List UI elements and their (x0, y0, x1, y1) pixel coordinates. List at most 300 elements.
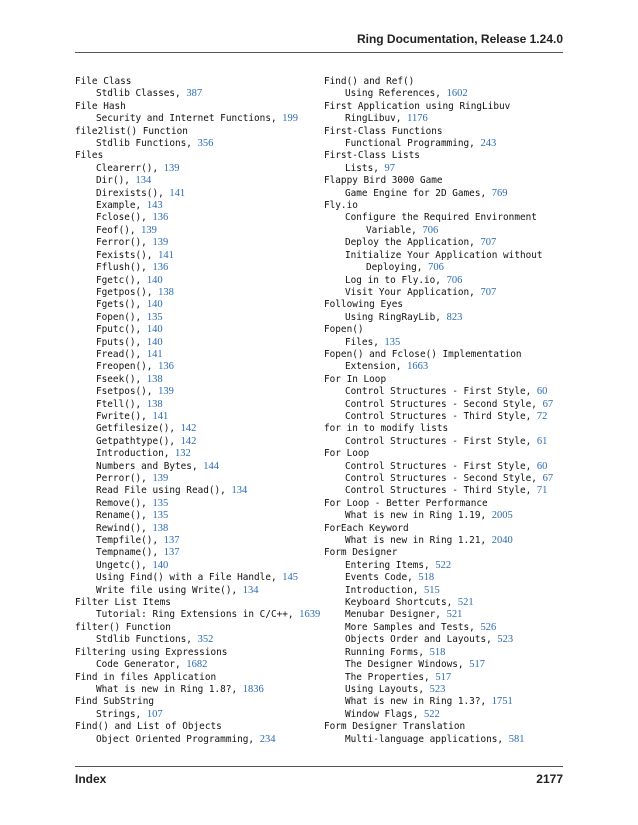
index-subentry (75, 498, 325, 510)
page-link[interactable]: 1836 (242, 683, 264, 695)
index-term (324, 349, 574, 361)
entry-text: Using Layouts, (345, 683, 430, 695)
index-subentry (324, 225, 574, 237)
index-subentry (75, 113, 325, 125)
running-header: Ring Documentation, Release 1.24.0 (356, 32, 563, 46)
entry-text: Stdlib Classes, (96, 88, 187, 100)
page-link[interactable]: 517 (469, 659, 485, 671)
entry-text: Fopen() (324, 324, 364, 336)
index-subentry (75, 361, 325, 373)
index-subentry (75, 659, 325, 671)
entry-text: Using References, (345, 88, 447, 100)
index-subentry (324, 411, 574, 423)
entry-text: For Loop - Better Performance (324, 497, 488, 509)
page-link[interactable]: 1682 (186, 659, 208, 671)
page-link[interactable]: 142 (180, 435, 197, 447)
index-term (324, 547, 574, 559)
index-subentry (75, 349, 325, 361)
page-link[interactable]: 140 (146, 324, 163, 336)
index-subentry (324, 709, 574, 721)
entry-text: Using Find() with a File Handle, (96, 572, 283, 584)
index-term (324, 498, 574, 510)
page-link[interactable]: 526 (480, 621, 497, 633)
index-column-left (75, 76, 325, 746)
entry-text: Fgetpos(), (96, 286, 159, 298)
entry-text: Ftell(), (96, 398, 147, 410)
index-term (324, 126, 574, 138)
index-subentry (324, 138, 574, 150)
index-subentry (324, 634, 574, 646)
page-link[interactable]: 518 (429, 646, 446, 658)
page-link[interactable]: 139 (141, 224, 157, 236)
entry-text: Configure the Required Environment (345, 212, 537, 224)
index-subentry (75, 88, 325, 100)
index-term (75, 622, 325, 634)
header-rule (75, 52, 563, 53)
entry-text: Fopen(), (96, 311, 147, 323)
page-link[interactable]: 132 (175, 448, 191, 460)
page-link[interactable]: 139 (152, 237, 169, 249)
index-subentry (75, 523, 325, 535)
page-link[interactable]: 706 (422, 224, 439, 236)
page-link[interactable]: 518 (418, 572, 435, 584)
index-term (324, 721, 574, 733)
page-link[interactable]: 67 (542, 398, 554, 410)
page-link[interactable]: 135 (152, 497, 169, 509)
entry-text: Events Code, (345, 572, 419, 584)
index-subentry (75, 609, 325, 621)
index-subentry (324, 386, 574, 398)
index-subentry (324, 250, 574, 262)
index-subentry (75, 709, 325, 721)
entry-text: Fsetpos(), (96, 386, 159, 398)
entry-text: What is new in Ring 1.3?, (345, 696, 492, 708)
index-subentry (324, 597, 574, 609)
entry-text: Fflush(), (96, 262, 153, 274)
page-link[interactable]: 138 (152, 522, 169, 534)
index-subentry (324, 399, 574, 411)
index-subentry (75, 163, 325, 175)
entry-text: Variable, (366, 224, 423, 236)
entry-text: Fputc(), (96, 324, 147, 336)
entry-text: Deploy the Application, (345, 237, 481, 249)
page-link[interactable]: 145 (282, 572, 299, 584)
index-subentry (324, 473, 574, 485)
index-subentry (75, 287, 325, 299)
index-term (75, 597, 325, 609)
entry-text: What is new in Ring 1.19, (345, 510, 492, 522)
entry-text: Lists, (345, 162, 385, 174)
index-subentry (324, 237, 574, 249)
page-link[interactable]: 141 (146, 348, 163, 360)
index-subentry (75, 200, 325, 212)
index-subentry (75, 175, 325, 187)
entry-text: Remove(), (96, 497, 153, 509)
page-link[interactable]: 517 (435, 671, 452, 683)
index-subentry (75, 485, 325, 497)
page-link[interactable]: 1751 (491, 696, 513, 708)
page-link[interactable]: 1663 (407, 361, 429, 373)
entry-text: Fwrite(), (96, 410, 153, 422)
page-link[interactable]: 140 (146, 274, 163, 286)
page-link[interactable]: 2005 (491, 510, 513, 522)
index-subentry (75, 436, 325, 448)
index-subentry (324, 88, 574, 100)
footer-page-number: 2177 (536, 772, 563, 786)
entry-text: First-Class Lists (324, 150, 420, 162)
page-link[interactable]: 134 (231, 485, 248, 497)
index-subentry (324, 535, 574, 547)
page-link[interactable]: 67 (542, 473, 554, 484)
index-term (324, 448, 574, 460)
entry-text: File Hash (75, 100, 126, 112)
page-link[interactable]: 72 (536, 410, 548, 422)
index-term (324, 374, 574, 386)
entry-text: Entering Items, (345, 559, 436, 571)
index-subentry (75, 448, 325, 460)
index-subentry (324, 436, 574, 448)
index-term (75, 721, 325, 733)
entry-text: Files (75, 150, 104, 162)
entry-text: Initialize Your Application without (345, 249, 543, 261)
page-link[interactable]: 140 (146, 336, 163, 348)
page-link[interactable]: 139 (158, 386, 174, 398)
index-term (324, 324, 574, 336)
page-link[interactable]: 522 (424, 708, 440, 720)
entry-text: Code Generator, (96, 659, 187, 671)
index-column-right (324, 76, 574, 746)
index-subentry (75, 250, 325, 262)
entry-text: Find in files Application (75, 671, 217, 683)
entry-text: Multi-language applications, (345, 733, 509, 745)
page-link[interactable]: 141 (158, 249, 174, 261)
entry-text: Getpathtype(), (96, 435, 181, 447)
entry-text: Extension, (345, 361, 408, 373)
page-link[interactable]: 138 (158, 286, 174, 298)
index-subentry (324, 188, 574, 200)
index-term (75, 647, 325, 659)
entry-text: Fexists(), (96, 249, 159, 261)
index-term (324, 175, 574, 187)
entry-text: Fclose(), (96, 212, 153, 224)
index-term (75, 696, 325, 708)
entry-text: Dir(), (96, 175, 136, 187)
page-link[interactable]: 387 (186, 88, 203, 100)
index-subentry (324, 696, 574, 708)
page-link[interactable]: 136 (152, 212, 169, 224)
index-subentry (75, 237, 325, 249)
page-link[interactable]: 521 (457, 597, 474, 609)
index-subentry (324, 485, 574, 497)
entry-text: Using RingRayLib, (345, 311, 447, 323)
index-subentry (75, 547, 325, 559)
entry-text: Fread(), (96, 348, 147, 360)
entry-text: Game Engine for 2D Games, (345, 187, 492, 199)
entry-text: Ferror(), (96, 237, 153, 249)
entry-text: Stdlib Functions, (96, 634, 198, 646)
entry-text: Read File using Read(), (96, 485, 232, 497)
index-subentry (324, 287, 574, 299)
page-link[interactable]: 71 (536, 485, 548, 497)
entry-text: for in to modify lists (324, 423, 449, 435)
entry-text: Fopen() and Fclose() Implementation (324, 348, 522, 360)
index-subentry (75, 262, 325, 274)
entry-text: Filtering using Expressions (75, 646, 228, 658)
page-link[interactable]: 234 (259, 733, 276, 745)
entry-text: Flappy Bird 3000 Game (324, 175, 443, 187)
index-subentry (324, 684, 574, 696)
page-link[interactable]: 706 (428, 262, 444, 274)
index-subentry (75, 299, 325, 311)
footer-rule (75, 766, 563, 767)
index-term (75, 101, 325, 113)
entry-text: First-Class Functions (324, 125, 443, 137)
index-term (75, 672, 325, 684)
entry-text: Keyboard Shortcuts, (345, 597, 458, 609)
page-link[interactable]: 1176 (407, 113, 428, 125)
index-subentry (75, 374, 325, 386)
entry-text: Visit Your Application, (345, 286, 481, 298)
entry-text: Control Structures - Second Style, (345, 398, 543, 410)
entry-text: Tempfile(), (96, 535, 164, 547)
index-subentry (324, 734, 574, 746)
index-subentry (324, 672, 574, 684)
index-subentry (75, 312, 325, 324)
index-term (324, 101, 574, 113)
page-link[interactable]: 135 (152, 510, 169, 522)
page-link[interactable]: 139 (152, 473, 169, 484)
index-subentry (75, 386, 325, 398)
index-subentry (324, 622, 574, 634)
index-subentry (75, 411, 325, 423)
page-link[interactable]: 140 (152, 559, 169, 571)
entry-text: Menubar Designer, (345, 609, 447, 621)
index-subentry (75, 461, 325, 473)
page-link[interactable]: 1639 (299, 609, 321, 621)
page-link[interactable]: 136 (158, 361, 174, 373)
entry-text: Window Flags, (345, 708, 425, 720)
page-link[interactable]: 522 (435, 559, 452, 571)
entry-text: Write file using Write(), (96, 584, 243, 596)
entry-text: Log in to Fly.io, (345, 274, 447, 286)
entry-text: Example, (96, 200, 147, 212)
index-subentry (324, 312, 574, 324)
entry-text: For In Loop (324, 373, 387, 385)
entry-text: filter() Function (75, 621, 171, 633)
entry-text: Ungetc(), (96, 559, 153, 571)
index-subentry (75, 138, 325, 150)
page-link[interactable]: 137 (163, 547, 180, 559)
index-subentry (75, 734, 325, 746)
page-link[interactable]: 136 (152, 262, 169, 274)
index-subentry (75, 324, 325, 336)
index-term (75, 126, 325, 138)
entry-text: Stdlib Functions, (96, 138, 198, 150)
page-link[interactable]: 521 (446, 609, 463, 621)
entry-text: Control Structures - First Style, (345, 460, 537, 472)
page-link[interactable]: 356 (197, 138, 214, 150)
index-subentry (324, 510, 574, 522)
index-term (75, 76, 325, 88)
index-term (324, 200, 574, 212)
page-link[interactable]: 107 (146, 708, 163, 720)
page-link[interactable]: 134 (242, 584, 259, 596)
page-link[interactable]: 61 (536, 435, 548, 447)
page-link[interactable]: 823 (446, 311, 463, 323)
index-subentry (324, 337, 574, 349)
index-subentry (75, 684, 325, 696)
index-subentry (324, 262, 574, 274)
page-link[interactable]: 60 (536, 460, 548, 472)
index-term (324, 523, 574, 535)
entry-text: Introduction, (345, 584, 425, 596)
entry-text: The Properties, (345, 671, 436, 683)
entry-text: Security and Internet Functions, (96, 113, 283, 125)
page-link[interactable]: 138 (146, 373, 163, 385)
entry-text: Strings, (96, 708, 147, 720)
index-subentry (324, 163, 574, 175)
index-subentry (75, 585, 325, 597)
index-subentry (324, 647, 574, 659)
index-term (324, 423, 574, 435)
entry-text: Control Structures - Second Style, (345, 473, 543, 484)
entry-text: For Loop (324, 448, 370, 460)
page-link[interactable]: 142 (180, 423, 197, 435)
index-subentry (324, 609, 574, 621)
page-link[interactable]: 581 (508, 733, 525, 745)
entry-text: File Class (75, 76, 132, 87)
index-term (324, 76, 574, 88)
page-link[interactable]: 141 (169, 187, 186, 199)
page-link[interactable]: 707 (480, 237, 497, 249)
page-link[interactable]: 707 (480, 286, 497, 298)
entry-text: Numbers and Bytes, (96, 460, 204, 472)
footer-section: Index (75, 772, 107, 786)
index-subentry (324, 361, 574, 373)
index-subentry (324, 212, 574, 224)
page-link[interactable]: 243 (480, 138, 497, 150)
entry-text: Functional Programming, (345, 138, 481, 150)
page-link[interactable]: 137 (163, 535, 180, 547)
entry-text: Object Oriented Programming, (96, 733, 260, 745)
page-link[interactable]: 706 (446, 274, 463, 286)
entry-text: Control Structures - First Style, (345, 435, 537, 447)
entry-text: Control Structures - First Style, (345, 386, 537, 398)
entry-text: Find SubString (75, 696, 155, 708)
entry-text: Fgets(), (96, 299, 147, 311)
entry-text: Introduction, (96, 448, 176, 460)
page-link[interactable]: 138 (146, 398, 163, 410)
index-subentry (324, 461, 574, 473)
page-link[interactable]: 140 (146, 299, 163, 311)
page-link[interactable]: 515 (424, 584, 440, 596)
entry-text: Freopen(), (96, 361, 159, 373)
page-link[interactable]: 143 (146, 200, 163, 212)
entry-text: Feof(), (96, 224, 142, 236)
index-subentry (75, 572, 325, 584)
entry-text: Fgetc(), (96, 274, 147, 286)
index-term (324, 299, 574, 311)
index-subentry (324, 275, 574, 287)
page-link[interactable]: 523 (429, 683, 446, 695)
page-link[interactable]: 139 (163, 162, 180, 174)
index-subentry (75, 535, 325, 547)
page-link[interactable]: 523 (497, 634, 514, 646)
entry-text: The Designer Windows, (345, 659, 470, 671)
entry-text: What is new in Ring 1.21, (345, 535, 492, 547)
index-subentry (75, 473, 325, 485)
entry-text: Deploying, (366, 262, 429, 274)
page-link[interactable]: 2040 (491, 535, 513, 547)
index-term (75, 150, 325, 162)
entry-text: Form Designer (324, 547, 398, 559)
index-subentry (324, 560, 574, 572)
entry-text: First Application using RingLibuv (324, 100, 511, 112)
entry-text: Running Forms, (345, 646, 430, 658)
entry-text: Control Structures - Third Style, (345, 410, 537, 422)
index-subentry (75, 399, 325, 411)
entry-text: Find() and Ref() (324, 76, 415, 87)
index-subentry (324, 585, 574, 597)
index-subentry (75, 275, 325, 287)
entry-text: file2list() Function (75, 125, 188, 137)
index-subentry (75, 560, 325, 572)
index-subentry (75, 212, 325, 224)
entry-text: Fseek(), (96, 373, 147, 385)
page-link[interactable]: 135 (384, 336, 401, 348)
page-link[interactable]: 352 (197, 634, 214, 646)
index-subentry (324, 659, 574, 671)
entry-text: Perror(), (96, 473, 153, 484)
page-link[interactable]: 144 (203, 460, 219, 472)
entry-text: RingLibuv, (345, 113, 408, 125)
entry-text: Tempname(), (96, 547, 164, 559)
entry-text: Rename(), (96, 510, 153, 522)
entry-text: Files, (345, 336, 385, 348)
entry-text: Objects Order and Layouts, (345, 634, 498, 646)
entry-text: Fly.io (324, 200, 358, 212)
page-link[interactable]: 97 (384, 162, 396, 174)
entry-text: Tutorial: Ring Extensions in C/C++, (96, 609, 300, 621)
index-subentry (75, 510, 325, 522)
entry-text: What is new in Ring 1.8?, (96, 683, 243, 695)
entry-text: Control Structures - Third Style, (345, 485, 537, 497)
page-link[interactable]: 60 (536, 386, 548, 398)
entry-text: Find() and List of Objects (75, 721, 222, 733)
page-link[interactable]: 134 (135, 175, 152, 187)
entry-text: Getfilesize(), (96, 423, 181, 435)
page-link[interactable]: 1602 (446, 88, 468, 100)
index-subentry (75, 634, 325, 646)
page-link[interactable]: 769 (491, 187, 508, 199)
entry-text: Filter List Items (75, 597, 171, 609)
index-subentry (75, 423, 325, 435)
page-link[interactable]: 199 (282, 113, 299, 125)
index-subentry (75, 188, 325, 200)
index-term (324, 150, 574, 162)
page-link[interactable]: 135 (146, 311, 163, 323)
entry-text: Following Eyes (324, 299, 404, 311)
page-link[interactable]: 141 (152, 410, 169, 422)
entry-text: ForEach Keyword (324, 522, 409, 534)
entry-text: Clearerr(), (96, 162, 164, 174)
index-subentry (75, 225, 325, 237)
index-subentry (324, 113, 574, 125)
index-subentry (75, 337, 325, 349)
entry-text: Fputs(), (96, 336, 147, 348)
index-subentry (324, 572, 574, 584)
entry-text: Direxists(), (96, 187, 170, 199)
